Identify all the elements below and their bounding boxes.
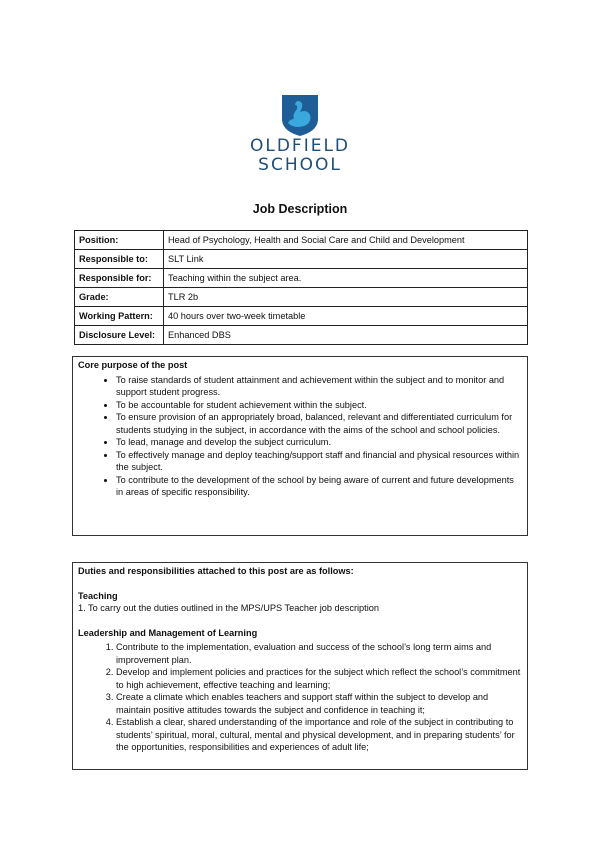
core-purpose-box <box>72 356 528 536</box>
table-row <box>75 288 528 307</box>
table-row <box>75 231 528 250</box>
list-item: • To raise standards of student attainment and achievement within the subject and to monitor and support student progress. <box>116 374 522 399</box>
list-item: • To lead, manage and develop the subject curriculum. <box>116 436 522 449</box>
list-item: • To be accountable for student achievement within the subject. <box>116 399 522 412</box>
core-purpose-heading: Core purpose of the post <box>78 360 188 370</box>
teaching-item: 1. To carry out the duties outlined in the MPS/UPS Teacher job description <box>78 603 379 613</box>
core-purpose-list <box>78 374 522 499</box>
list-item: • To effectively manage and deploy teaching/support staff and financial and physical resources within the subject. <box>116 449 522 474</box>
info-key: Responsible to: <box>75 250 164 269</box>
info-key: Working Pattern: <box>75 307 164 326</box>
list-item: • To contribute to the development of the school by being aware of current and future developments in areas of specific responsibility. <box>116 474 522 499</box>
info-key: Position: <box>75 231 164 250</box>
info-key: Responsible for: <box>75 269 164 288</box>
info-value: Head of Psychology, Health and Social Care and Child and Development <box>164 231 528 250</box>
leadership-list <box>78 641 522 754</box>
info-value: 40 hours over two-week timetable <box>164 307 528 326</box>
leadership-heading: Leadership and Management of Learning <box>78 627 258 638</box>
table-row <box>75 250 528 269</box>
logo-text-line1: OLDFIELD <box>249 136 351 156</box>
info-key: Grade: <box>75 288 164 307</box>
page-title: Job Description <box>252 202 348 216</box>
info-value: TLR 2b <box>164 288 528 307</box>
list-item: • To ensure provision of an appropriately broad, balanced, relevant and differentiated curriculum for students studying in the subject, in accordance with the aims of the school and school policies. <box>116 411 522 436</box>
list-item: 2. Develop and implement policies and practices for the subject which reflect the school’s commitment to high achievement, effective teaching and learning; <box>116 666 522 691</box>
logo-text-line2: SCHOOL <box>258 155 342 175</box>
swan-shield-icon <box>280 93 320 137</box>
list-item: 1. Contribute to the implementation, evaluation and success of the school’s long term aims and improvement plan. <box>116 641 522 666</box>
info-value: Teaching within the subject area. <box>164 269 528 288</box>
school-logo <box>248 93 352 175</box>
job-info-table <box>74 230 528 345</box>
teaching-heading: Teaching <box>78 590 118 601</box>
table-row <box>75 269 528 288</box>
duties-heading: Duties and responsibilities attached to this post are as follows: <box>78 566 354 576</box>
info-key: Disclosure Level: <box>75 326 164 345</box>
duties-box <box>72 562 528 770</box>
table-row <box>75 307 528 326</box>
info-value: Enhanced DBS <box>164 326 528 345</box>
table-row <box>75 326 528 345</box>
info-value: SLT Link <box>164 250 528 269</box>
list-item: 4. Establish a clear, shared understanding of the importance and role of the subject in contributing to students’ spiritual, moral, cultural, mental and physical development, and in preparing students’ for the opportunities, responsibilities and experiences of adult life; <box>116 716 522 754</box>
list-item: 3. Create a climate which enables teachers and support staff within the subject to develop and maintain positive attitudes towards the subject and confidence in teaching it; <box>116 691 522 716</box>
